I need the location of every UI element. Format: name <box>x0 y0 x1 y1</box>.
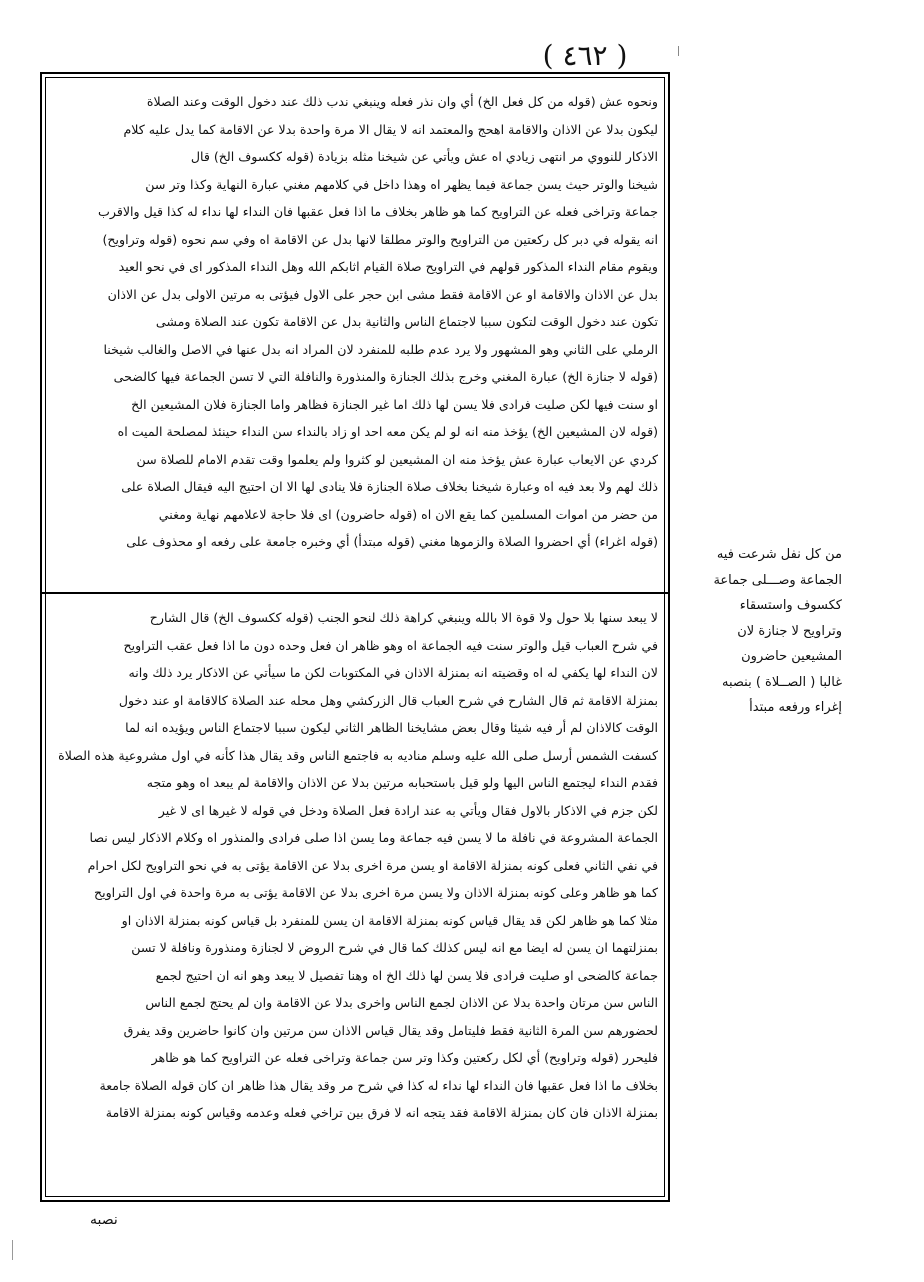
commentary-line: جماعة كالضحى او صليت فرادى فلا يسن لها ذلك الخ اه وهنا تفصيل لا يبعد وهو انه ان احتيج لجمع <box>155 967 658 983</box>
commentary-line: (قوله لان المشيعين الخ) يؤخذ منه انه لو لم يكن معه احد او زاد بالنداء سن النداء حينئذ لمصلحة الميت اه <box>117 424 658 439</box>
page-number: ( ٤٦٢ ) <box>542 39 628 72</box>
commentary-line: ويقوم مقام النداء المذكور قولهم في التراويح صلاة القيام اثابكم الله وهل النداء المذكور اى في نحو العيد <box>118 259 658 274</box>
page-edge-mark <box>678 46 679 56</box>
commentary-line: كما هو ظاهر وعلى كونه بمنزلة الاذان ولا يسن مرة اخرى بدلا عن الاقامة يؤتى به مرة واحدة في اول التراويح <box>93 885 658 900</box>
commentary-line: فقدم النداء ليجتمع الناس اليها ولو قيل باستحبابه مرتين بدلا عن الاذان والاقامة لم يبعد اه وهو متجه <box>146 775 658 790</box>
commentary-line: لحضورهم سن المرة الثانية فقط فليتامل وقد يقال قياس الاذان سن مرتين وان كانوا حاضرين وقد يفرق <box>123 1022 658 1038</box>
commentary-line: الناس سن مرتان واحدة بدلا عن الاذان لجمع الناس واخرى بدلا عن الاقامة وان لم يحتج لجمع الناس <box>145 995 658 1010</box>
margin-line: إغراء ورفعه مبتدأ <box>749 700 842 715</box>
commentary-line: جماعة وتراخى فعله عن التراويح كما هو ظاهر بخلاف ما اذا فعل عقبها فان النداء لها نداء له كذا قيل والاقرب <box>98 204 658 219</box>
commentary-line: ذلك لهم ولا بعد فيه اه وعبارة شيخنا بخلاف صلاة الجنازة فلا ينادى لها الا ان احتيج اليه فيقال الصلاة على <box>121 479 658 494</box>
margin-line: الجماعة وصـــلى جماعة <box>713 572 842 588</box>
commentary-line: انه يقوله في دبر كل ركعتين من التراويح والوتر مطلقا لانها بدل عن الاقامة اه وفي سم نحوه (قوله وتراويح) <box>102 231 658 247</box>
lower-commentary <box>56 604 658 1127</box>
commentary-line: بمنزلة الاذان فان كان بمنزلة الاقامة فقد يتجه انه لا فرق بين تراخي فعله وعدمه وقياس كونه بمنزلة الاقامة <box>105 1105 658 1120</box>
commentary-line: بمنزلتهما ان يسن له ايضا مع انه ليس كذلك كما قال في شرح الروض لا لجنازة ومنذورة ونافلة لا تسن <box>131 940 658 955</box>
commentary-line: (قوله اغراء) أي احضروا الصلاة والزموها مغني (قوله مبتدأ) أي وخبره جامعة على رفعه او محذوف على <box>126 534 658 549</box>
page-edge-mark <box>12 1240 13 1260</box>
commentary-line: او سنت فيها لكن صليت فرادى فلا يسن لها ذلك اما غير الجنازة فظاهر واما الجنازة فلان المشيعين الخ <box>131 396 658 412</box>
commentary-line: فليحرر (قوله وتراويح) أي لكل ركعتين وكذا وتر سن جماعة وتراخى فعله عن التراويح كما هو ظاهر <box>151 1050 658 1065</box>
upper-commentary <box>56 88 658 556</box>
commentary-line: لكن جزم في الاذكار بالاول فقال ويأتي به عند ارادة فعل الصلاة ودخل في قوله لا غيرها اى لا غير <box>158 802 658 818</box>
commentary-line: مثلا كما هو ظاهر لكن قد يقال قياس كونه بمنزلة الاقامة ان يسن للمنفرد بل قياس كونه بمنزلة الاذان او <box>121 912 658 928</box>
commentary-line: (قوله لا جنازة الخ) عبارة المغني وخرج بذلك الجنازة والمنذورة والنافلة التي لا تسن الجماعة فيها كالضحى <box>113 369 658 384</box>
commentary-line: كردي عن الايعاب عبارة عش يؤخذ منه ان المشيعين لو كثروا ولم يعلموا وقت تقدم الامام للصلاة سن <box>136 451 658 467</box>
margin-line: وتراويح لا جنازة لان <box>737 623 842 639</box>
catchword: نصبه <box>90 1212 118 1228</box>
commentary-line: لا يبعد سنها بلا حول ولا قوة الا بالله وينبغي كراهة ذلك لنحو الجنب (قوله ككسوف الخ) قال الشارح <box>149 610 658 625</box>
commentary-line: بدل عن الاذان والاقامة او عن الاقامة فقط مشى ابن حجر على الاول فيؤتى به مرتين الاولى بدل عن الاذان <box>107 286 658 302</box>
commentary-line: في نفي الثاني فعلى كونه بمنزلة الاقامة او يسن مرة اخرى بدلا عن الاقامة يؤتى به في نحو التراويح لكل احرام <box>87 857 658 873</box>
section-divider <box>42 592 668 594</box>
commentary-line: الوقت كالاذان لم أر فيه شيئا وقال بعض مشايخنا الظاهر الثاني ليكون سببا لاجتماع الناس ويؤيده انه لما <box>125 720 658 735</box>
commentary-line: شيخنا والوتر حيث يسن جماعة فيما يظهر اه وهذا داخل في كلامهم مغني عبارة النهاية وكذا وتر سن <box>145 176 658 192</box>
text-frame <box>40 72 670 1202</box>
commentary-line: الاذكار للنووي مر انتهى زيادي اه عش ويأتي عن شيخنا مثله بزيادة (قوله ككسوف الخ) قال <box>190 149 658 164</box>
commentary-line: بخلاف ما اذا فعل عقبها فان النداء لها نداء له كذا في شرح مر وقد يقال هذا ظاهر ان كان قوله الصلاة جامعة <box>99 1077 658 1093</box>
commentary-line: بمنزلة الاقامة ثم قال الشارح في شرح العباب قال الزركشي وهل محله عند الصلاة كالاقامة او عند دخول <box>118 692 658 708</box>
margin-text <box>682 542 842 721</box>
margin-line: من كل نفل شرعت فيه <box>716 547 842 562</box>
commentary-line: لان النداء لها يكفي له اه وقضيته انه بمنزلة الاذان في المكتوبات لكن ما سيأتي عن الاذكار يرد ذلك وانه <box>128 665 658 680</box>
commentary-line: ليكون بدلا عن الاذان والاقامة اهحج والمعتمد انه لا يقال الا مرة واحدة بدلا عن الاقامة كما يدل عليه كلام <box>123 121 658 137</box>
margin-line: المشيعين حاضرون <box>741 649 842 664</box>
commentary-line: من حضر من اموات المسلمين كما يقع الان اه (قوله حاضرون) اى فلا حاجة لاعلامهم نهاية ومغني <box>158 506 658 522</box>
commentary-line: تكون عند دخول الوقت لتكون سببا لاجتماع الناس والثانية بدل عن الاقامة تكون عند الصلاة ومشى <box>155 314 658 329</box>
margin-line: ككسوف واستسقاء <box>739 598 842 613</box>
commentary-line: الرملي على الثاني وهو المشهور ولا يرد عدم طلبه للمنفرد لان المراد انه بدل عنها في الاصل والغالب شيخنا <box>103 341 658 357</box>
margin-line: غالبا ( الصــلاة ) بنصبه <box>721 674 842 690</box>
commentary-line: كسفت الشمس أرسل صلى الله عليه وسلم مناديه به فاجتمع الناس وقد يقال هذا كأنه في اول مشروعية هذه الصلاة <box>58 747 658 763</box>
commentary-line: في شرح العباب قيل والوتر سنت فيه الجماعة اه وهو ظاهر ان فعل وحده دون ما اذا فعل عقب التراويح <box>123 637 658 653</box>
commentary-line: الجماعة المشروعة في نافلة ما لا يسن فيه جماعة وما يسن اذا صلى فرادى والمنذور اه وكلام الاذكار ليس نصا <box>89 830 658 845</box>
commentary-line: ونحوه عش (قوله من كل فعل الخ) أي وان نذر فعله وينبغي ندب ذلك عند دخول الوقت وعند الصلاة <box>146 94 658 109</box>
